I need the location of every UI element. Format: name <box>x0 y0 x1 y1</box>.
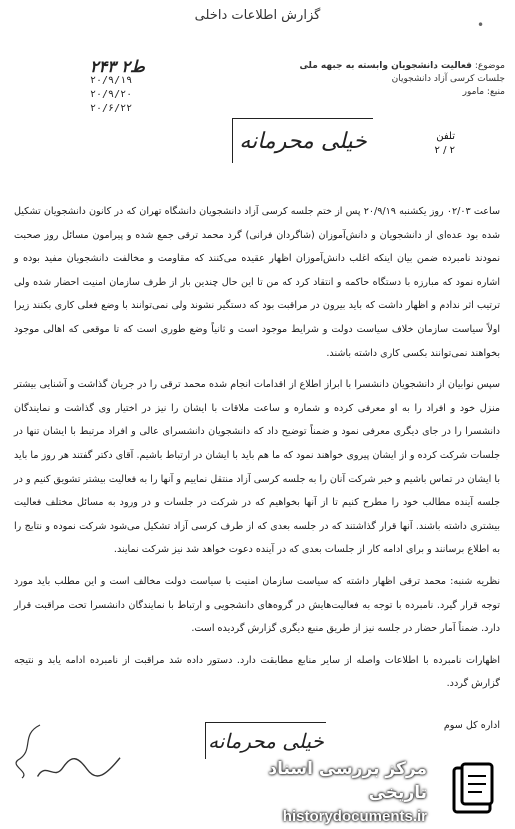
paragraph-3: نظریه شنبه: محمد ترقی اظهار داشته که سیاست سازمان امنیت با سیاست دولت مخالف است و این مطلب باید مورد توجه قرار گیرد. نامبرده با توجه به فعالیت‌هایش در گروه‌های دانشجویی و ارتباط با نمایندگان دانشسرا تحت مراقبت قرار دارد. ضمناً آمار حضار در جلسه نیز از طریق منبع دیگری گزارش گردیده است. <box>14 575 500 635</box>
watermark-url: historydocuments.ir <box>282 808 427 825</box>
date-report: ۲۰/۹/۲۰ <box>90 89 133 100</box>
document-header-meta <box>205 60 505 99</box>
subject-label: موضوع: <box>474 61 505 71</box>
page-mark: • <box>477 18 485 32</box>
subject-line <box>205 60 505 73</box>
document-number: ۲۴۳ ۲ط <box>90 57 145 76</box>
classification-code: ۲ / ۲ <box>434 145 455 156</box>
paragraph-4: اظهارات نامبرده با اطلاعات واصله از سایر منابع مطابقت دارد. دستور داده شد مراقبت از نامبرده ادامه یابد و نتیجه گزارش گردد. <box>14 654 500 690</box>
paragraph-1: ساعت ۰۲/۰۳ روز یکشنبه ۲۰/۹/۱۹ پس از ختم جلسه کرسی آزاد دانشجویان دانشگاه تهران که در کانون دانشجویان تشکیل شده بود عده‌ای از دانشجویان و دانش‌آموزان (شاگردان فرانی) گرد محمد ترقی جمع شده و پیرامون مسائل روز صحبت نمودند نامبرده ضمن بیان اینکه اغلب دانش‌آموزان اظهار عقیده می‌کنند که مقاومت و مخالفت دانشجویان مفید بوده و اشاره نمود که مبارزه با دستگاه حاکمه و انتقاد کرد که من تا این حال چندین بار از طرف سازمان امنیت احضار شده ولی ترتیب اثر ندادم و اظهار داشت که باید بیرون در مراقبت بود که دستگیر نشوند ولی نمی‌توانند با وضع فعلی کاری بکنند زیرا اولاً سیاست سازمان خلاف سیاست دولت و شرایط موجود است و ثانیاً وضع طوری است که تا موقعی که اهالی موجود بخواهند نمی‌توانند بکسی کاری داشته باشند. <box>14 206 500 359</box>
subject-line-2: جلسات کرسی آزاد دانشجویان <box>391 74 505 84</box>
report-body <box>14 200 500 745</box>
archive-watermark <box>222 757 427 829</box>
date-info: ۲۰/۹/۱۹ <box>90 75 133 86</box>
header-values <box>90 57 170 116</box>
closing-office: اداره کل سوم <box>443 719 500 731</box>
classification-type: تلفن <box>436 131 455 142</box>
paragraph-2: سپس نوابیان از دانشجویان دانشسرا با ابراز اطلاع از اقدامات انجام شده محمد ترقی را در جریان گذاشت و آشنایی بیشتر منزل خود و افراد را به او معرفی کرده و شماره و ساعت ملاقات با ایشان را نیز در اختیار وی گذاشت و نمایندگان دانشسرا را در جای دیگری معرفی نمود و ضمناً توضیح داد که دانشجویان دانشسرای عالی و افراد مرتبط با ایشان تنها در جلسات شرکت کرده و از ایشان پیروی خواهند نمود که ما هم باید با ایشان در ارتباط باشیم. آقای دکتر گفتند هر روز ما باید با ایشان در تماس باشیم و خبر شرکت آنان را به جلسه کرسی آزاد منتقل نماییم و آنها را به فعالیت بیشتر تشویق کنیم و در جلسه آینده مطالب خود را مطرح کنیم تا از آنها بخواهیم که در شرکت در جلسات و در ورود به مسائل مختلف فعالیت بیشتری داشته باشند. آنها قرار گذاشتند که در جلسه بعدی که از طرف کرسی آزاد تشکیل می‌شود شرکت نموده و نتایج را به اطلاع برسانند و برای ادامه کار از جلسات بعدی که در آینده دعوت خواهد شد نیز شرکت نمایند. <box>14 379 500 556</box>
classification-stamp: خیلی محرمانه <box>232 118 373 163</box>
signature-stamp: خیلی محرمانه <box>205 722 326 759</box>
source-label: منبع: <box>486 87 505 97</box>
classification-block <box>395 130 455 158</box>
document-title: گزارش اطلاعات داخلی <box>194 8 321 23</box>
date-sent: ۲۰/۶/۲۲ <box>90 103 133 114</box>
watermark-name: مرکز بررسی اسناد تاریخی <box>268 759 427 803</box>
source-line <box>205 86 505 99</box>
source-text: مامور <box>462 87 485 97</box>
subject-text: فعالیت دانشجویان وابسته به جبهه ملی <box>299 61 472 71</box>
archive-logo-icon <box>448 762 498 817</box>
